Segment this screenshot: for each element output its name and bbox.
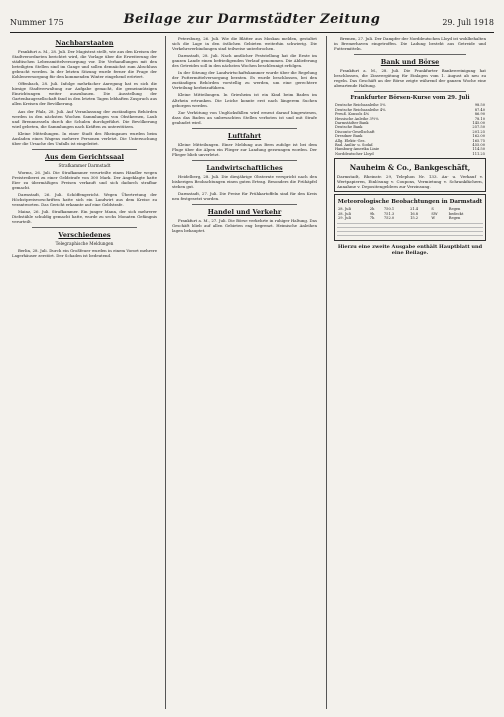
weather-cell: SW [431,211,438,216]
weather-table [337,207,483,220]
section-heading: Landwirtschaftliches [206,163,283,172]
weather-chart-area [337,222,483,236]
article-paragraph: Frankfurt a. M., 27. Juli. Die Börse verkehrte in ruhiger Haltung. Das Geschäft blieb auf allen Gebieten eng begrenzt. Heimische Anleihen lagen behauptet. [172,218,317,234]
article-paragraph: Worms, 26. Juli. Die Strafkammer verurteilte einen Händler wegen Preistreiberei zu einer Geldstrafe von 300 Mark. Der Angeklagte hatte Eier zu übermäßigen Preisen verkauft und sich dadurch strafbar gemacht. [12,169,157,190]
stock-price: 145.00 [472,120,485,125]
article-paragraph: Darmstadt, 28. Juli. Nach amtlicher Feststellung hat die Ernte im ganzen Lande einen befriedigenden Verlauf genommen. Die Ablieferung des Getreides soll in den nächsten Wochen beschleunigt erfolgen. [172,53,317,69]
divider [192,160,297,161]
newspaper-title: Beilage zur Darmstädter Zeitung [123,12,381,27]
stock-name: Darmstädter Bank [335,120,369,125]
weather-cell: 28. Juli [338,207,351,212]
weather-cell: 9h [369,211,375,216]
stock-name: Hamburg-Amerika Linie [335,147,380,152]
stock-name: Allg. Elektr.-Ges. [335,138,366,143]
stock-price: 165.75 [472,138,485,143]
divider [354,54,466,55]
article-paragraph: Aus der Pfalz, 28. Juli. Auf Veranlassung der zuständigen Behörden werden in den nächsten Wochen Sammlungen von Obstkernen, Laub und Brennnesseln durch die Schulen durchgeführt. Die Bevölkerung wird gebeten, die Sammlungen nach Kräften zu unterstützen. [12,108,157,129]
weather-cell: 16.8 [410,211,419,216]
stock-price: 87.40 [474,107,485,112]
article-paragraph: Darmstadt, 26. Juli. Schöffengericht. Wegen Übertretung der Höchstpreisvorschriften hatte sich ein Landwirt aus dem Kreise zu verantworten. Das Gericht erkannte auf eine Geldstrafe. [12,192,157,208]
footer-note: Hierzu eine zweite Ausgabe enthält Hauptblatt und eine Beilage. [337,244,483,257]
weather-cell: 752.0 [383,216,395,221]
divider [32,227,137,228]
weather-table-box [334,194,486,241]
stock-name: Preuß. Konsols 4% [335,112,370,117]
column-rule [165,36,166,709]
stock-price: 78.10 [474,116,485,121]
ad-text: Darmstadt, Rheinstr. 29, Telephon Nr. 133. An- u. Verkauf v. Wertpapieren, Einlösung v. Coupons, Vermietung v. Schrankfächern, Annahme v. Depositengeldern zur Verzinsung. [337,174,483,190]
stock-table-title: Frankfurter Börsen-Kurse vom 29. Juli [350,95,470,102]
article-paragraph: Zur Verhütung von Unglücksfällen wird erneut darauf hingewiesen, dass das Baden an unbewachten Stellen verboten ist und mit Strafe geahndet wird. [172,109,317,125]
section-heading: Verschiedenes [58,231,111,240]
divider [192,128,297,129]
weather-cell: 28. Juli [338,211,351,216]
stock-price: 86.90 [474,112,485,117]
weather-cell: S [431,207,434,212]
weather-cell: 29. Juli [338,216,351,221]
article-paragraph: Petersburg, 26. Juli. Wie die Blätter aus Moskau melden, gestaltet sich die Lage in den östlichen Gebieten weiterhin schwierig. Die Verkehrsverbindungen sind teilweise unterbrochen. [172,36,317,52]
section-heading: Handel und Verkehr [207,208,282,217]
article-paragraph: In der Sitzung der Landwirtschaftskammer wurde über die Regelung der Futtermittelversorgung beraten. Es wurde beschlossen, bei den zuständigen Behörden vorstellig zu werden, um eine gerechtere Verteilung herbeizuführen. [172,70,317,91]
masthead [10,10,494,33]
stock-price: 162.00 [472,134,485,139]
divider [354,91,466,92]
weather-cell: W [431,216,436,221]
stock-name: Hessische Anleihe 3½% [335,116,379,121]
stock-table [334,103,486,156]
weather-cell: Regen [448,207,461,212]
section-subheading: Telegraphische Meldungen [55,241,114,247]
weather-cell: 2h [369,207,375,212]
ad-title: Nauheim & Co., Bankgeschäft, [349,163,471,173]
article-paragraph: Darmstadt, 27. Juli. Die Preise für Frühkartoffeln sind für den Kreis neu festgesetzt worden. [172,191,317,202]
weather-cell: 7h [369,216,375,221]
article-paragraph: Offenbach, 28. Juli. Infolge mehrfacher Anregung hat es sich die hiesige Stadtverwaltung zur Aufgabe gemacht, die gemeinnützigen Einrichtungen weiter auszubauen. Die Ausstellung der Gartenbaugesellschaft fand in den letzten Tagen lebhaften Zuspruch aus allen Kreisen der Bevölkerung. [12,81,157,107]
weather-cell: 15.2 [410,216,419,221]
article-paragraph: Frankfurt a. M., 28. Juli. Die Frankfurter Bankvereinigung hat beschlossen, die Zinsvergütung für Einlagen vom 1. August ab neu zu regeln. Das Geschäft an der Börse zeigte während der ganzen Woche eine abwartende Haltung. [334,68,486,89]
article-paragraph: Heidelberg, 28. Juli. Die diesjährige Obsternte verspricht nach den bisherigen Beobachtungen einen guten Ertrag. Besonders die Frühäpfel stehen gut. [172,173,317,189]
section-heading: Nachbarstaaten [55,39,114,47]
weather-cell: 750.1 [383,207,395,212]
weather-cell: bedeckt [448,211,464,216]
stock-name: Disconto-Gesellschaft [335,129,375,134]
weather-table-title: Meteorologische Beobachtungen in Darmstadt [337,199,483,206]
stock-name: Norddeutscher Lloyd [335,151,374,156]
issue-number: Nummer 175 [10,18,64,27]
section-heading: Aus dem Gerichtssaal [45,152,124,161]
article-paragraph: Kleine Mitteilungen. In Griesheim ist ein Kind beim Baden im Altrhein ertrunken. Die Leiche konnte erst nach längerem Suchen geborgen werden. [172,92,317,108]
stock-price: 98.50 [474,103,485,108]
weather-row [337,216,483,220]
issue-date: 29. Juli 1918 [442,18,494,27]
stock-name: Deutsche Reichsanleihe 4% [335,107,386,112]
stock-price: 111.25 [472,151,485,156]
section-heading: Bank und Börse [380,58,440,67]
weather-cell: Regen [448,216,461,221]
weather-cell: 751.3 [383,211,395,216]
stock-name: Deutsche Reichsanleihe 5% [335,103,386,108]
column-3 [334,36,486,711]
article-paragraph: Kleine Mitteilungen. Einer Meldung aus Bern zufolge ist bei dem Fluge über die Alpen ein Flieger zur Landung gezwungen worden. Der Flieger blieb unverletzt. [172,141,317,157]
stock-name: Bad. Anilin- u. Sodaf. [335,142,374,147]
stock-row [334,152,486,156]
section-subheading: Strafkammer Darmstadt [58,162,111,168]
section-heading: Luftfahrt [227,131,262,140]
article-paragraph: Kleine Mitteilungen. In einer Stadt des Rheingaues wurden beim Ausladen eines Wagens mehrere Personen verletzt. Die Untersuchung über die Ursache des Unfalls ist eingeleitet. [12,130,157,146]
weather-cell: 21.4 [410,207,419,212]
stock-price: 257.50 [472,125,485,130]
column-2 [172,36,317,711]
bank-advertisement [334,158,486,192]
article-paragraph: Mainz, 26. Juli. Strafkammer. Ein junger Mann, der sich mehrerer Diebstähle schuldig gemacht hatte, wurde zu sechs Monaten Gefängnis verurteilt. [12,209,157,225]
article-paragraph: Berlin, 28. Juli. Durch ein Großfeuer wurden in einem Vorort mehrere Lagerhäuser zerstört. Der Schaden ist bedeutend. [12,248,157,259]
divider [32,149,137,150]
stock-name: Dresdner Bank [335,134,363,139]
stock-price: 201.25 [472,129,485,134]
column-rule [326,36,327,709]
stock-price: 114.50 [472,147,485,152]
divider [192,204,297,205]
stock-price: 455.00 [472,142,485,147]
article-paragraph: Bremen, 27. Juli. Der Dampfer der Norddeutschen Lloyd ist wohlbehalten in Bremerhaven eingetroffen. Die Ladung besteht aus Getreide und Futtermitteln. [334,36,486,52]
stock-name: Deutsche Bank [335,125,363,130]
column-1 [12,36,157,711]
article-paragraph: Frankfurt a. M., 28. Juli. Der Magistrat stellt, wie aus den Kreisen der Stadtverordneten berichtet wird, die Vorlage über die Erweiterung der städtischen Lebensmittelversorgung vor. Die Verhandlungen mit den beteiligten Stellen sind im Gange und sollen demnächst zum Abschluss gebracht werden. In der letzten Sitzung wurde ferner die Frage der Kohlenversorgung für den kommenden Winter eingehend erörtert. [12,49,157,80]
